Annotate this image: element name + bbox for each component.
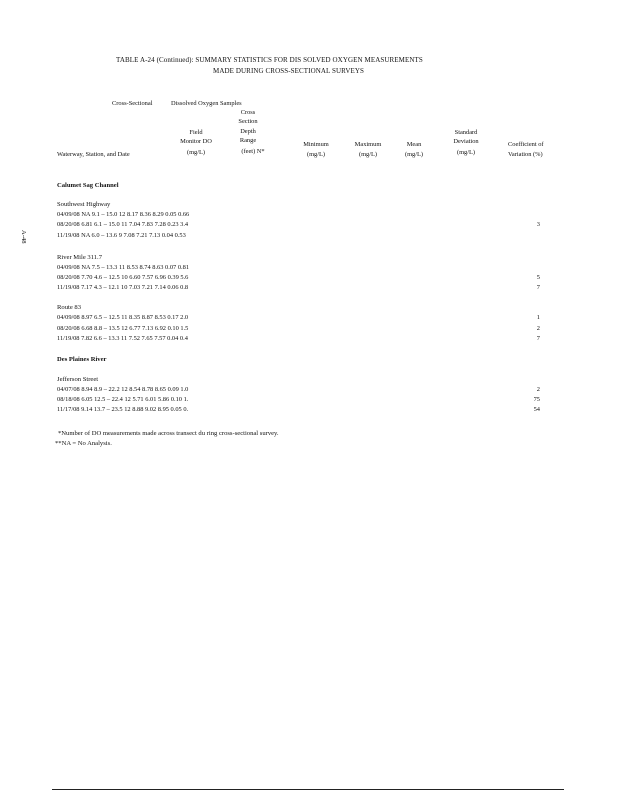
table-title-line-2: MADE DURING CROSS-SECTIONAL SURVEYS (213, 67, 365, 75)
table-row: 08/20/08 6.68 8.8 – 13.5 12 6.77 7.13 6.92 0.10 1.5 (57, 325, 189, 332)
cv-value: 2 (536, 386, 540, 393)
table-title-line-1: TABLE A-24 (Continued): SUMMARY STATISTICS FOR DIS SOLVED OXYGEN MEASUREMENTS (116, 56, 423, 64)
cv-value: 1 (536, 314, 540, 321)
header-depth-range: Cross Section Depth Range (feet) N* (238, 109, 265, 155)
table-row: 11/17/08 9.14 13.7 – 23.5 12 8.88 9.02 8.95 0.05 0. (57, 406, 189, 413)
header-std-dev: Standard Deviation (mg/L) (453, 129, 479, 156)
table-row: 04/07/08 8.94 8.9 – 22.2 12 8.54 8.78 8.65 0.09 1.0 (57, 386, 189, 393)
footnote-na: **NA = No Analysis. (55, 440, 112, 447)
cv-value: 54 (533, 406, 540, 413)
side-page-number: A-48 (20, 230, 27, 244)
table-row: 08/20/08 6.81 6.1 – 15.0 11 7.04 7.83 7.28 0.23 3.4 (57, 221, 189, 228)
table-row: 04/09/08 NA 7.5 – 13.3 11 8.53 8.74 8.63 0.07 0.81 (57, 264, 190, 271)
cv-value: 7 (536, 335, 540, 342)
station-name: Route 83 (57, 304, 81, 311)
station-name: Jefferson Street (57, 376, 99, 383)
header-cross-sectional: Cross-Sectional (112, 100, 153, 107)
station-name: Southwest Highway (57, 201, 111, 208)
header-coefficient-of-variation: Coefficient of Variation (%) (508, 141, 544, 159)
cv-value: 7 (536, 284, 540, 291)
table-row: 04/09/08 NA 9.1 – 15.0 12 8.17 8.36 8.29 0.05 0.66 (57, 211, 190, 218)
cv-value: 2 (536, 325, 540, 332)
table-row: 11/19/08 7.17 4.3 – 12.1 10 7.03 7.21 7.14 0.06 0.8 (57, 284, 189, 291)
table-row: 08/20/08 7.70 4.6 – 12.5 10 6.60 7.57 6.96 0.39 5.6 (57, 274, 189, 281)
header-waterway-station-date: Waterway, Station, and Date (57, 151, 130, 158)
table-row: 08/18/08 6.05 12.5 – 22.4 12 5.71 6.01 5.86 0.10 1. (57, 396, 189, 403)
header-mean: Mean (mg/L) (404, 141, 424, 159)
header-do-samples: Dissolved Oxygen Samples (171, 100, 242, 107)
header-minimum: Minimum (mg/L) (303, 141, 329, 159)
footer-rule (52, 789, 564, 790)
cv-value: 75 (533, 396, 540, 403)
waterway-heading: Calumet Sag Channel (57, 182, 119, 189)
waterway-heading: Des Plaines River (57, 356, 107, 363)
table-row: 11/19/08 7.82 6.6 – 13.3 11 7.52 7.65 7.57 0.04 0.4 (57, 335, 188, 342)
table-row: 11/19/08 NA 6.0 – 13.6 9 7.08 7.21 7.13 0.04 0.53 (57, 232, 186, 239)
header-field-monitor-do: Field Monitor DO (mg/L) (180, 129, 212, 156)
cv-value: 5 (536, 274, 540, 281)
footnote-n: *Number of DO measurements made across transect du ring cross-sectional survey. (58, 430, 279, 437)
table-row: 04/09/08 8.97 6.5 – 12.5 11 8.35 8.87 8.53 0.17 2.0 (57, 314, 189, 321)
cv-value: 3 (536, 221, 540, 228)
station-name: River Mile 311.7 (57, 254, 102, 261)
header-maximum: Maximum (mg/L) (354, 141, 382, 159)
